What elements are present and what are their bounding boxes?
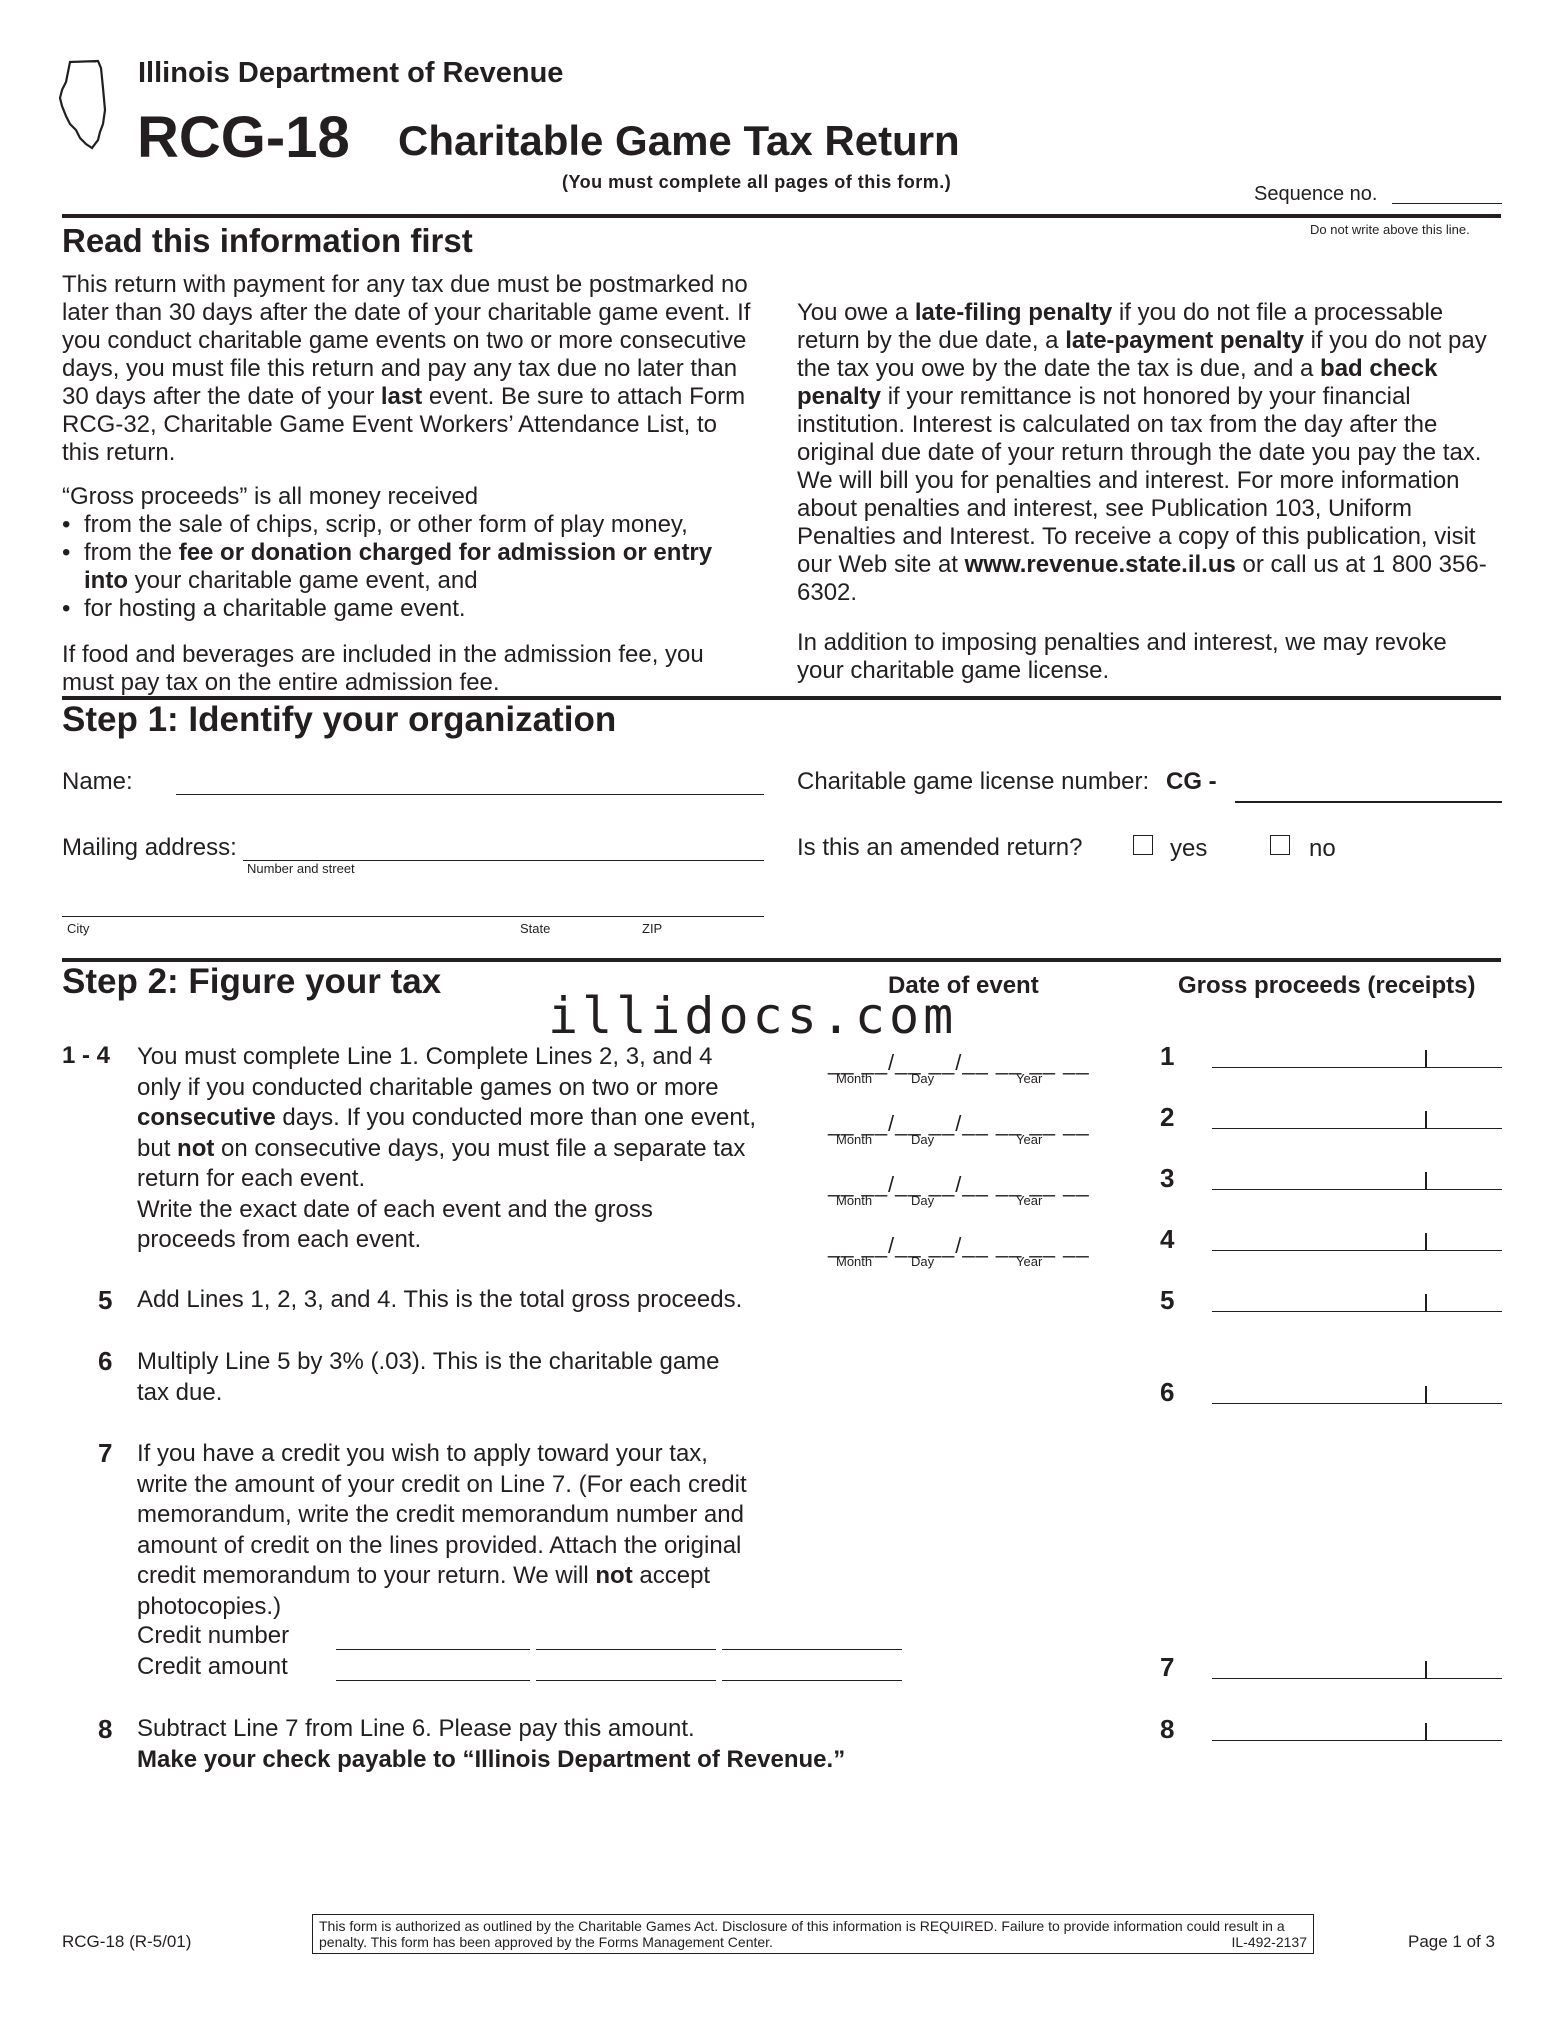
authorization-notice: This form is authorized as outlined by the Charitable Games Act. Disclosure of this information is REQUIRED. Failure to provide information could result in a penalty. This form has been approved by the Forms Management Center. [319,1918,1285,1950]
credit-amount-field-1[interactable] [336,1680,530,1681]
number-street-caption: Number and street [247,861,355,876]
form-revision: RCG-18 (R-5/01) [62,1932,192,1951]
line-7-cents-separator [1425,1661,1427,1679]
name-label: Name: [62,768,133,795]
line-6-label-number: 6 [98,1346,113,1376]
credit-number-field-2[interactable] [536,1649,716,1650]
bullet-item: • from the sale of chips, scrip, or other form of play money, [62,511,762,539]
credit-number-field-1[interactable] [336,1649,530,1650]
read-first-right-p2: In addition to imposing penalties and interest, we may revoke your charitable game license. [797,629,1447,684]
line-4-number: 4 [1160,1224,1175,1254]
date-row-2[interactable]: __ __/__ __/__ __ __ __ Month Day Year [828,1111,1090,1147]
city-state-zip-field[interactable] [62,916,764,917]
line-3-amount-field[interactable] [1212,1189,1502,1190]
line-5-cents-separator [1425,1294,1427,1312]
line-6-number: 6 [1160,1377,1175,1407]
gross-proceeds-definition: “Gross proceeds” is all money received • from the sale of chips, scrip, or other form of play money, • from the fee or donation charged for admission or entry into your charitable game event, and • for hosting a charitable game event. [62,483,762,623]
amended-yes-checkbox[interactable] [1133,835,1153,855]
credit-amount-field-3[interactable] [722,1680,902,1681]
line-1-4-number: 1 - 4 [62,1042,111,1069]
name-field[interactable] [176,794,764,795]
authorization-notice-box [312,1914,1314,1954]
line-7-amount-field[interactable] [1212,1678,1502,1679]
lines-1-4-instructions: You must complete Line 1. Complete Lines 2, 3, and 4 only if you conducted charitable games on two or more consecutive days. If you conducted more than one event, but not on consecutive days, you must file a separate tax return for each event. Write the exact date of each event and the gross proceeds from each event. [137,1043,757,1253]
watermark: illidocs.com [548,987,958,1045]
form-instruction: (You must complete all pages of this form.) [562,172,952,192]
date-row-3[interactable]: __ __/__ __/__ __ __ __ Month Day Year [828,1172,1090,1208]
state-caption: State [520,921,551,936]
form-number: RCG-18 [137,105,350,170]
line-1-amount-field[interactable] [1212,1067,1502,1068]
col-gross-header: Gross proceeds (receipts) [1178,972,1476,999]
line-5-label-number: 5 [98,1285,113,1315]
license-label: Charitable game license number: [797,768,1150,795]
line-8-text: Subtract Line 7 from Line 6. Please pay this amount. [137,1715,695,1742]
line-6-amount-field[interactable] [1212,1403,1502,1404]
sequence-field[interactable] [1392,203,1502,204]
line-3-cents-separator [1425,1172,1427,1190]
line-7-label-number: 7 [98,1438,113,1468]
line-7-number: 7 [1160,1652,1175,1682]
do-not-write-note: Do not write above this line. [1310,222,1470,237]
credit-amount-field-2[interactable] [536,1680,716,1681]
license-number-field[interactable] [1235,801,1502,803]
credit-number-label: Credit number [137,1622,290,1649]
read-first-left-p1: This return with payment for any tax due must be postmarked no later than 30 days after the date of your charitable game event. If you conduct charitable game events on two or more consecutive days, you must file this return and pay any tax due no later than 30 days after the date of your last event. Be sure to attach Form RCG-32, Charitable Game Event Workers’ Attendance List, to this return. [62,271,751,466]
col-date-header: Date of event [888,972,1039,999]
read-first-right-p1: You owe a late-filing penalty if you do not file a processable return by the due date, a late-payment penalty if you do not pay the tax you owe by the date the tax is due, and a bad check penalty if your remittance is not honored by your financial institution. Interest is calculated on tax from the day after the original due date of your return through the date you pay the tax. We will bill you for penalties and interest. For more information about penalties and interest, see Publication 103, Uniform Penalties and Interest. To receive a copy of this publication, visit our Web site at www.revenue.state.il.us or call us at 1 800 356-6302. [797,299,1487,606]
amended-no-checkbox[interactable] [1270,835,1290,855]
city-caption: City [67,921,90,936]
line-4-cents-separator [1425,1233,1427,1251]
line-6-cents-separator [1425,1386,1427,1404]
read-first-heading: Read this information first [62,222,473,259]
line-1-cents-separator [1425,1050,1427,1068]
credit-amount-label: Credit amount [137,1653,288,1680]
line-2-cents-separator [1425,1111,1427,1129]
line-2-number: 2 [1160,1102,1175,1132]
line-8-amount-field[interactable] [1212,1740,1502,1741]
line-5-text: Add Lines 1, 2, 3, and 4. This is the total gross proceeds. [137,1286,743,1313]
date-row-1[interactable]: __ __/__ __/__ __ __ __ Month Day Year [828,1050,1090,1086]
read-first-left-p3: If food and beverages are included in the admission fee, you must pay tax on the entire admission fee. [62,641,704,696]
zip-caption: ZIP [642,921,663,936]
illinois-state-logo-icon [58,58,116,153]
line-8-label-number: 8 [98,1714,113,1744]
amended-yes-label: yes [1170,835,1208,862]
agency-name: Illinois Department of Revenue [138,57,564,89]
credit-number-field-3[interactable] [722,1649,902,1650]
line-5-amount-field[interactable] [1212,1311,1502,1312]
website-link[interactable]: www.revenue.state.il.us [964,551,1236,578]
line-2-amount-field[interactable] [1212,1128,1502,1129]
address-label: Mailing address: [62,834,237,861]
date-row-4[interactable]: __ __/__ __/__ __ __ __ Month Day Year [828,1233,1090,1269]
line-5-number: 5 [1160,1285,1175,1315]
step1-heading: Step 1: Identify your organization [62,700,617,739]
line-4-amount-field[interactable] [1212,1250,1502,1251]
form-title: Charitable Game Tax Return [398,117,960,164]
line-8-payable-note: Make your check payable to “Illinois Department of Revenue.” [137,1746,846,1773]
page-number: Page 1 of 3 [1408,1932,1495,1951]
sequence-label: Sequence no. [1254,183,1378,205]
line-8-cents-separator [1425,1723,1427,1741]
line-3-number: 3 [1160,1163,1175,1193]
amended-no-label: no [1309,835,1336,862]
line-7-text: If you have a credit you wish to apply toward your tax, write the amount of your credit on Line 7. (For each credit memorandum, write the credit memorandum number and amount of credit on the lines provided. Attach the original credit memorandum to your return. We will not accept photocopies.) [137,1440,747,1620]
line-1-number: 1 [1160,1041,1175,1071]
bullet-item: • for hosting a charitable game event. [62,595,762,623]
line-8-number: 8 [1160,1714,1175,1744]
header-rule [62,214,1501,218]
line-6-text: Multiply Line 5 by 3% (.03). This is the charitable game tax due. [137,1348,720,1406]
amended-question: Is this an amended return? [797,834,1083,861]
bullet-item: • from the fee or donation charged for admission or entry into your charitable game event, and [62,539,762,595]
il-form-code: IL-492-2137 [1231,1934,1307,1950]
step2-heading: Step 2: Figure your tax [62,962,442,1001]
license-prefix: CG - [1166,768,1217,795]
